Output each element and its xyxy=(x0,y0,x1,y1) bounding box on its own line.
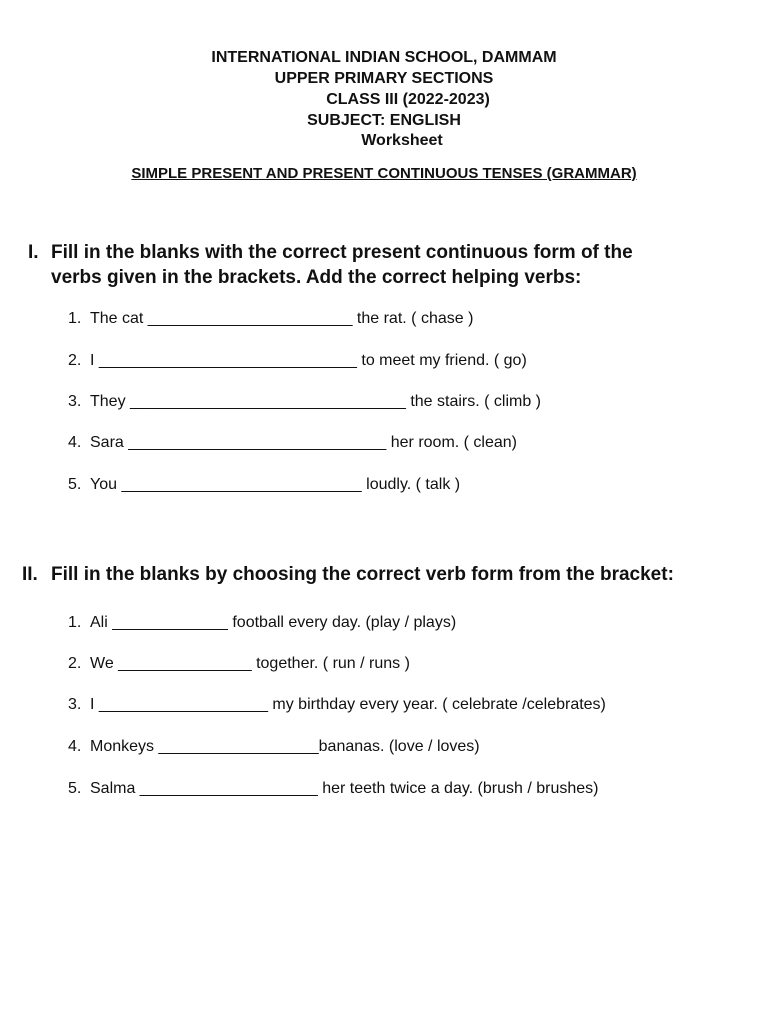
item-number: 5. xyxy=(68,780,82,797)
item-text: You ___________________________ loudly. ( talk ) xyxy=(90,476,461,493)
section2-item xyxy=(68,737,480,757)
item-number: 1. xyxy=(68,614,82,631)
item-text: I _____________________________ to meet my friend. ( go) xyxy=(90,352,527,369)
item-number: 5. xyxy=(68,476,82,493)
item-text: They _______________________________ the stairs. ( climb ) xyxy=(90,393,541,410)
item-number: 4. xyxy=(68,434,82,451)
item-number: 1. xyxy=(68,310,82,327)
school-name: INTERNATIONAL INDIAN SCHOOL, DAMMAM xyxy=(211,49,557,66)
section1-item xyxy=(68,309,473,329)
item-number: 2. xyxy=(68,655,82,672)
item-number: 3. xyxy=(68,393,82,410)
item-number: 4. xyxy=(68,738,82,755)
section2-number: II. xyxy=(22,564,38,585)
item-text: Sara _____________________________ her room. ( clean) xyxy=(90,434,518,451)
section1-heading xyxy=(28,240,748,292)
section1-instruction-line2: verbs given in the brackets. Add the correct helping verbs: xyxy=(51,267,582,288)
section1-item xyxy=(68,475,460,495)
item-text: Salma ____________________ her teeth twice a day. (brush / brushes) xyxy=(90,780,599,797)
item-text: I ___________________ my birthday every year. ( celebrate /celebrates) xyxy=(90,696,606,713)
section2-item xyxy=(68,779,599,799)
subject: SUBJECT: ENGLISH xyxy=(307,112,461,129)
item-number: 2. xyxy=(68,352,82,369)
section2-heading xyxy=(22,562,762,588)
topic-title: SIMPLE PRESENT AND PRESENT CONTINUOUS TENSES (GRAMMAR) xyxy=(131,165,637,182)
section2-instruction: Fill in the blanks by choosing the correct verb form from the bracket: xyxy=(51,564,674,585)
section1-item xyxy=(68,392,541,412)
section-name: UPPER PRIMARY SECTIONS xyxy=(274,70,494,87)
item-text: We _______________ together. ( run / runs ) xyxy=(90,655,410,672)
section2-item xyxy=(68,654,410,674)
section1-item xyxy=(68,433,517,453)
section1-instruction-line1: Fill in the blanks with the correct present continuous form of the xyxy=(51,242,633,263)
section1-item xyxy=(68,351,527,371)
item-number: 3. xyxy=(68,696,82,713)
section2-item xyxy=(68,613,456,633)
section2-item xyxy=(68,695,606,715)
class-year: CLASS III (2022-2023) xyxy=(326,91,490,108)
section1-number: I. xyxy=(28,242,39,263)
item-text: The cat _______________________ the rat. ( chase ) xyxy=(90,310,474,327)
item-text: Monkeys __________________bananas. (love / loves) xyxy=(90,738,480,755)
doc-type: Worksheet xyxy=(361,132,443,149)
item-text: Ali _____________ football every day. (play / plays) xyxy=(90,614,457,631)
